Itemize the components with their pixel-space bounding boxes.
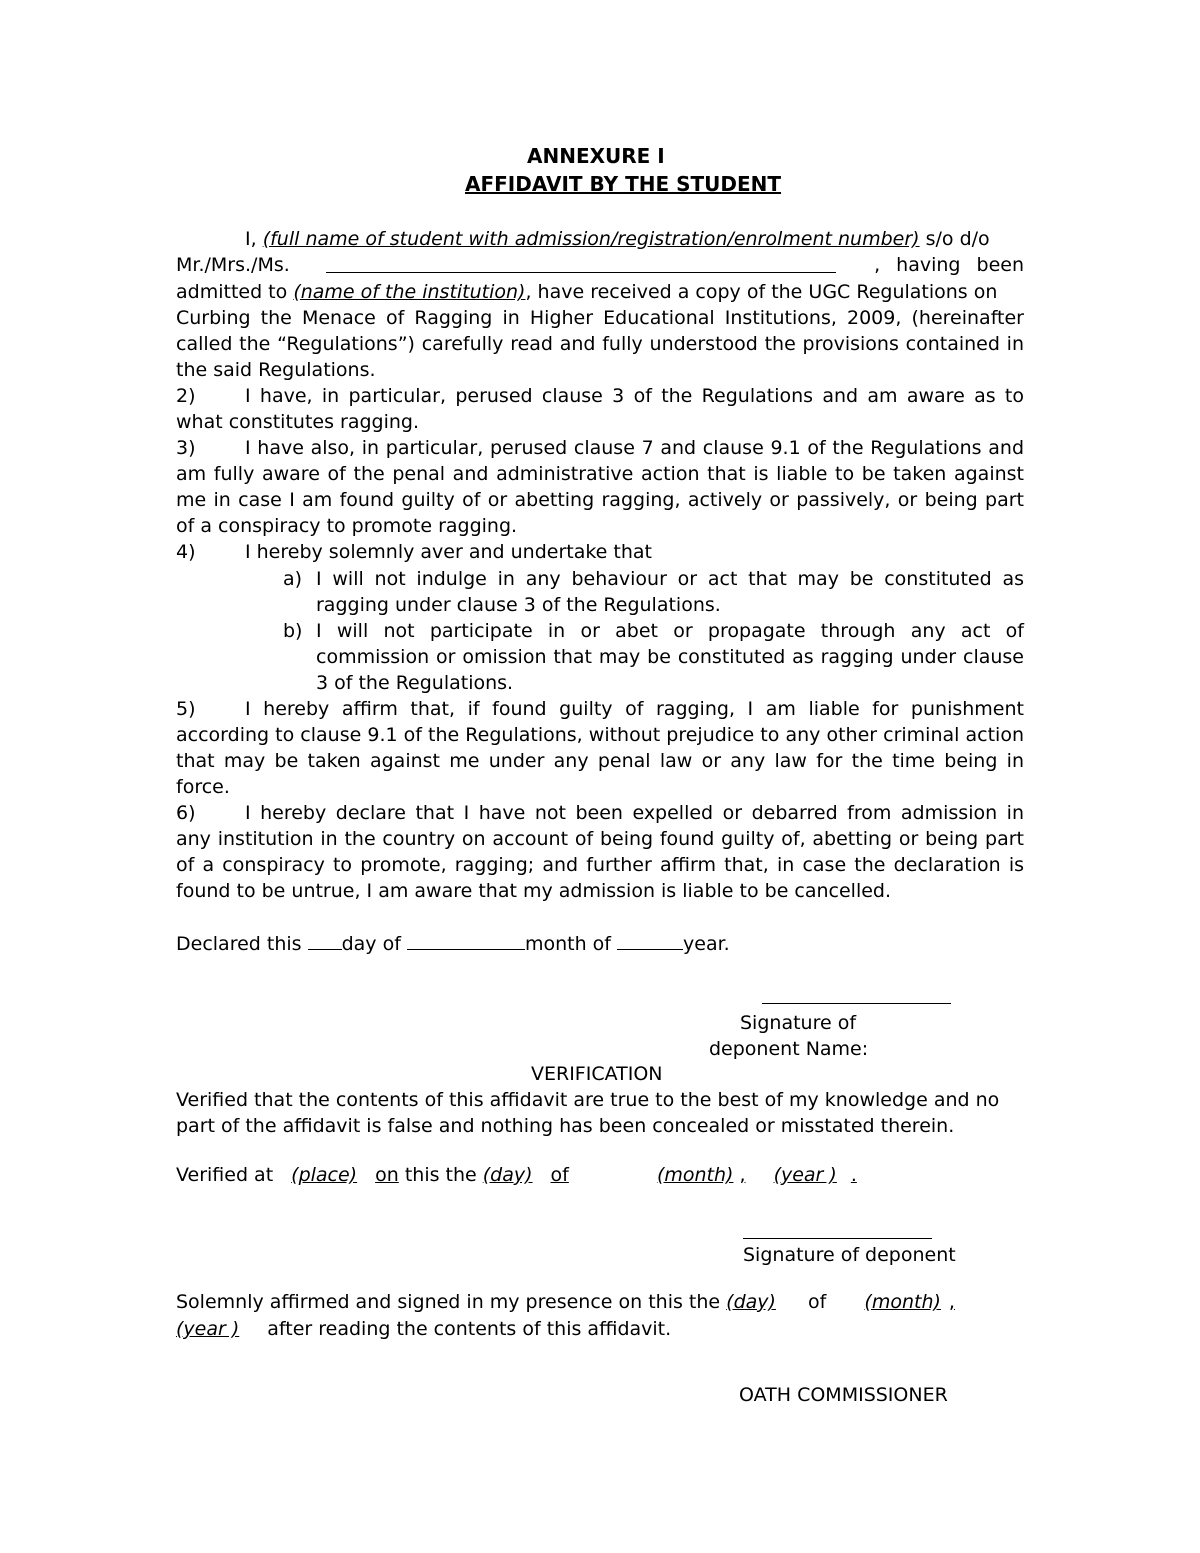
signature-2-label: Signature of deponent [743,1244,956,1266]
affirmation-lead: Solemnly affirmed and signed in my presence on this the [176,1291,721,1313]
clause-3-line1: I have also, in particular, perused clause 7 and clause 9.1 of the Regulations and [245,437,1024,459]
clause-6-line2: any institution in the country on account of being found guilty of, abetting or being part [176,828,1024,850]
verified-comma: , [739,1164,746,1186]
clause-4b-label: b) [283,620,303,642]
verified-this-the-label: this the [404,1164,477,1186]
verification-heading: VERIFICATION [531,1063,663,1085]
clause-6-number: 6) [176,802,196,824]
declared-month-blank [407,931,525,950]
para1-line6: the said Regulations. [176,359,376,381]
student-name-field: (full name of student with admission/registration/enrolment number) [262,228,920,250]
clause-5-line4: force. [176,776,230,798]
affidavit-title: AFFIDAVIT BY THE STUDENT [465,172,782,196]
para1-line3 [176,280,997,304]
clause-4-line1: I hereby solemnly aver and undertake that [245,541,652,563]
affirmation-rest: after reading the contents of this affidavit. [267,1318,672,1340]
para1-line5: called the “Regulations”) carefully read and fully understood the provisions contained in [176,333,1024,355]
declared-day-blank [308,931,342,950]
declared-lead: Declared this [176,933,302,955]
clause-5-line3: that may be taken against me under any penal law or any law for the time being in [176,750,1024,772]
affirmation-line2 [176,1317,671,1341]
affirmation-month-field: (month) [864,1291,941,1313]
affirmation-line1 [176,1290,955,1314]
declared-year-blank [617,931,683,950]
clause-2-number: 2) [176,385,196,407]
verified-of-label: of [550,1164,569,1186]
clause-5-number: 5) [176,698,196,720]
para1-line1 [245,227,990,251]
clause-2-line1: I have, in particular, perused clause 3 of the Regulations and am aware as to [245,385,1024,407]
verified-month-field: (month) [656,1164,734,1186]
affirmation-day-field: (day) [726,1291,776,1313]
para1-line4: Curbing the Menace of Ragging in Higher Educational Institutions, 2009, (hereinafter [176,307,1024,329]
clause-4a-line2: ragging under clause 3 of the Regulations. [316,594,721,616]
verified-year-field: (year ) [773,1164,837,1186]
affirmation-year-field: (year ) [176,1318,240,1340]
clause-3-line2: am fully aware of the penal and administrative action that is liable to be taken against [176,463,1024,485]
clause-4b-line1: I will not participate in or abet or propagate through any act of [316,620,1024,642]
clause-4a-label: a) [283,568,303,590]
verified-place-field: (place) [291,1164,358,1186]
verified-end: . [850,1164,857,1186]
clause-3-line3: me in case I am found guilty of or abetting ragging, actively or passively, or being part [176,489,1024,511]
verified-at-line [176,1163,857,1187]
affirmation-of-label: of [807,1291,827,1313]
signature-1-label: Signature of [740,1012,857,1034]
institution-name-field: (name of the institution) [293,281,526,303]
clause-5-line2: according to clause 9.1 of the Regulations, without prejudice to any other criminal action [176,724,1024,746]
signature-1-line [762,1003,951,1004]
clause-3-number: 3) [176,437,196,459]
oath-commissioner-label: OATH COMMISSIONER [739,1384,948,1406]
annexure-heading: ANNEXURE I [527,144,665,168]
affirmation-comma: , [948,1291,955,1313]
declared-month-label: month of [524,933,611,955]
signature-2-line [743,1238,932,1239]
para1-line3-rest: , have received a copy of the UGC Regulations on [525,281,998,303]
clause-6-line3: of a conspiracy to promote, ragging; and further affirm that, in case the declaration is [176,854,1024,876]
verified-at-label: Verified at [176,1164,274,1186]
clause-3-line4: of a conspiracy to promote ragging. [176,515,518,537]
so-do-label: s/o d/o [925,228,990,250]
para1-lead: I, [245,228,257,250]
parent-name-label: Mr./Mrs./Ms. [176,254,290,276]
clause-4b-line3: 3 of the Regulations. [316,672,514,694]
having-been-text: , having been [874,254,1024,276]
deponent-name-label: deponent Name: [709,1038,869,1060]
verified-day-field: (day) [482,1164,533,1186]
clause-5-line1: I hereby affirm that, if found guilty of ragging, I am liable for punishment [245,698,1024,720]
clause-4b-line2: commission or omission that may be constituted as ragging under clause [316,646,1024,668]
parent-name-blank [326,272,836,273]
clause-4a-line1: I will not indulge in any behaviour or act that may be constituted as [316,568,1024,590]
verified-on-label: on [375,1164,399,1186]
clause-6-line1: I hereby declare that I have not been expelled or debarred from admission in [245,802,1024,824]
clause-2-line2: what constitutes ragging. [176,411,420,433]
declared-year-label: year. [683,933,730,955]
clause-4-number: 4) [176,541,196,563]
clause-6-line4: found to be untrue, I am aware that my admission is liable to be cancelled. [176,880,892,902]
declared-day-label: day of [341,933,401,955]
verification-line2: part of the affidavit is false and nothing has been concealed or misstated therein. [176,1115,955,1137]
declared-line [176,931,730,956]
verification-line1: Verified that the contents of this affidavit are true to the best of my knowledge and no [176,1089,1000,1111]
admitted-to-label: admitted to [176,281,288,303]
